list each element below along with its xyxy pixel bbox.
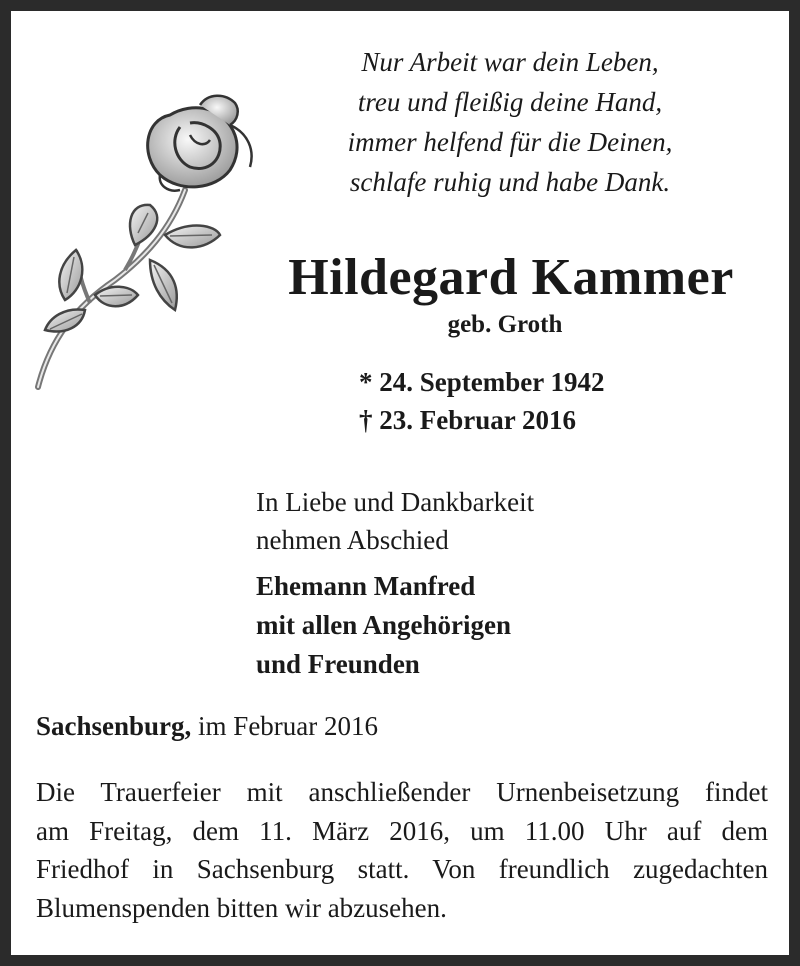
farewell-line: nehmen Abschied (256, 525, 449, 555)
place-date-line (36, 707, 378, 745)
notice-date: im Februar 2016 (198, 711, 379, 741)
farewell-line: In Liebe und Dankbarkeit (256, 487, 535, 517)
poem-line: schlafe ruhig und habe Dank. (349, 167, 671, 197)
notice-line: Friedhof in Sachsenburg statt. Von freundlich zugedachten (36, 854, 768, 884)
funeral-notice (36, 773, 768, 927)
notice-line: Blumenspenden bitten wir abzusehen. (36, 892, 447, 923)
notice-line: am Freitag, dem 11. März 2016, um 11.00 Uhr auf dem (36, 815, 768, 846)
mourners-list (256, 567, 511, 684)
rose-icon (30, 85, 270, 395)
poem-line: Nur Arbeit war dein Leben, (361, 47, 659, 77)
mourner-line: und Freunden (256, 649, 420, 679)
birth-date: * 24. September 1942 (359, 367, 605, 397)
place-name: Sachsenburg, (36, 711, 192, 741)
life-dates (359, 363, 604, 439)
poem (300, 42, 720, 202)
poem-line: immer helfend für die Deinen, (347, 127, 673, 157)
deceased-name: Hildegard Kammer (288, 249, 734, 306)
mourner-line: Ehemann Manfred (256, 571, 476, 601)
mourner-line: mit allen Angehörigen (256, 610, 511, 640)
death-date: † 23. Februar 2016 (359, 405, 576, 435)
farewell-text (256, 483, 534, 559)
notice-line: Die Trauerfeier mit anschließender Urnenbeisetzung findet (36, 777, 768, 807)
maiden-name: geb. Groth (447, 311, 563, 338)
poem-line: treu und fleißig deine Hand, (357, 87, 663, 117)
